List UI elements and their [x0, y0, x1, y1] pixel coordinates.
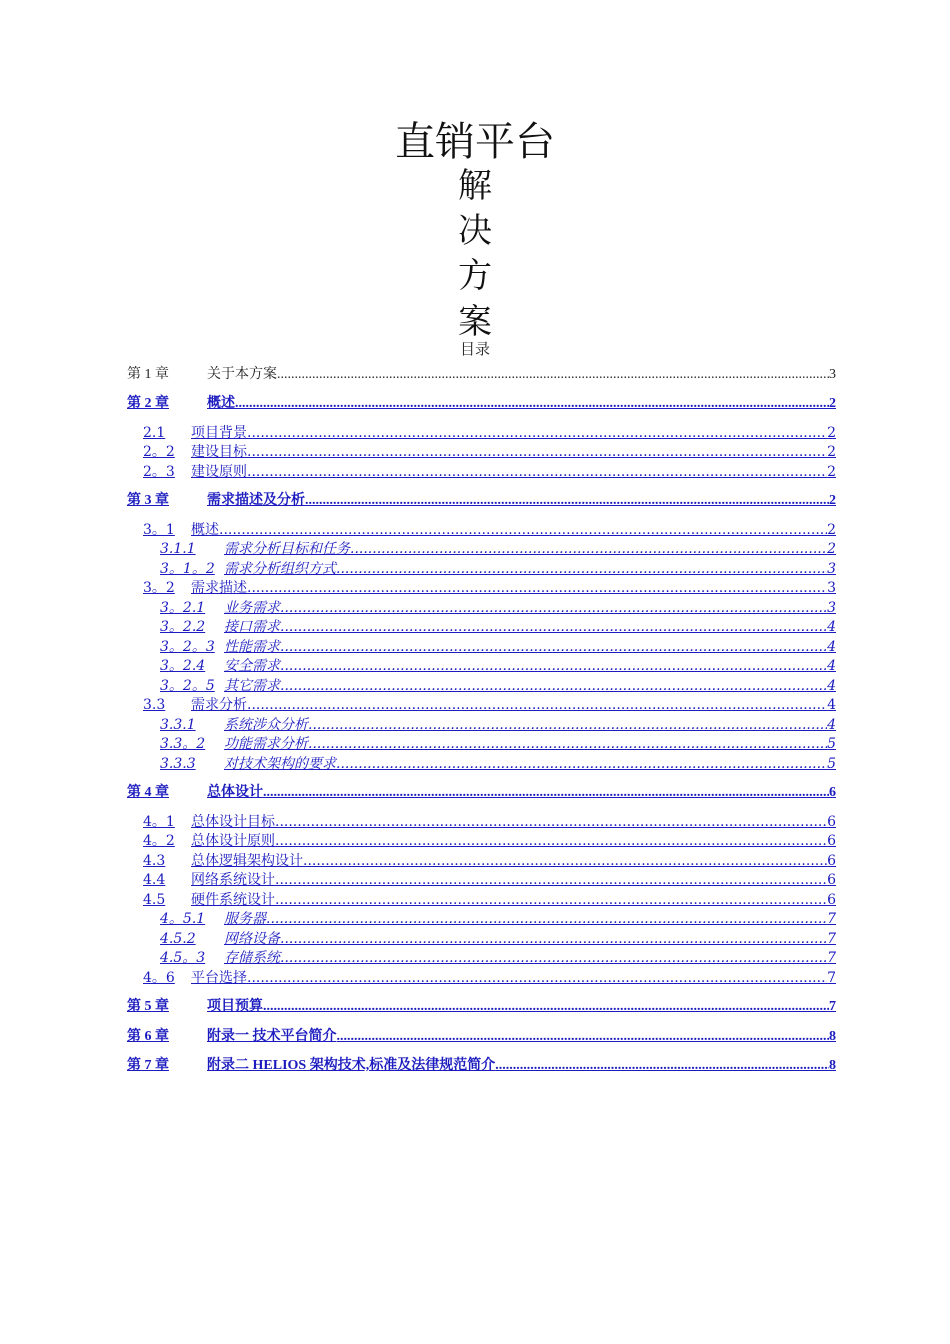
- toc-leader-dots: [308, 716, 827, 734]
- toc-leader-dots: [219, 521, 827, 539]
- toc-page-number: 7: [827, 911, 836, 927]
- toc-leader-dots: [275, 832, 827, 850]
- toc-leader-dots: [280, 618, 827, 636]
- toc-page-number: 7: [827, 930, 836, 947]
- toc-subsection-link[interactable]: [127, 617, 836, 637]
- toc-label: 对技术架构的要求: [224, 755, 336, 772]
- toc-label: 建设原则: [191, 463, 247, 480]
- toc-subsection-link[interactable]: [127, 675, 836, 695]
- toc-page-number: 4: [827, 677, 836, 694]
- toc-page-number: 7: [827, 950, 836, 966]
- title-char-4: 案: [458, 302, 492, 342]
- toc-label: 附录二 HELIOS 架构技术,标准及法律规范简介: [207, 1058, 496, 1073]
- toc-section-link[interactable]: [127, 422, 836, 442]
- toc-leader-dots: [275, 871, 827, 889]
- toc-page-number: 6: [827, 891, 836, 908]
- toc-number: 3。2.1: [160, 599, 206, 616]
- title-char-3: 方: [458, 256, 492, 296]
- toc-subsection-link[interactable]: [127, 928, 836, 948]
- toc-number: 3。2.4: [160, 658, 206, 674]
- toc-section-link[interactable]: [127, 850, 836, 870]
- toc-chapter-link[interactable]: [127, 783, 836, 803]
- toc-subsection-link[interactable]: [127, 909, 836, 929]
- toc-label: 硬件系统设计: [191, 891, 275, 908]
- toc-label: 建设目标: [191, 444, 247, 460]
- toc-label: 总体设计目标: [191, 813, 275, 830]
- toc-section-link[interactable]: [127, 461, 836, 481]
- toc-number: 3。1。2: [160, 560, 215, 577]
- toc-leader-dots: [263, 784, 829, 802]
- toc-subsection-link[interactable]: [127, 597, 836, 617]
- toc-number: 第 4 章: [127, 785, 169, 800]
- toc-page-number: 2: [827, 424, 836, 441]
- toc-number: 3。2.2: [160, 619, 206, 635]
- toc-page-number: 6: [827, 872, 836, 888]
- toc-page-number: 2: [827, 444, 836, 460]
- toc-number: 3。2: [143, 580, 175, 596]
- toc-section-link[interactable]: [127, 967, 836, 987]
- toc-leader-dots: [247, 696, 827, 714]
- toc-subsection-link[interactable]: [127, 539, 836, 559]
- toc-section-link[interactable]: [127, 811, 836, 831]
- toc-number: 4。2: [143, 833, 175, 849]
- toc-label: 服务器: [224, 911, 266, 927]
- toc-page-number: 2: [827, 541, 836, 557]
- toc-subsection-link[interactable]: [127, 714, 836, 734]
- toc-section-link[interactable]: [127, 578, 836, 598]
- toc-page-number: 8: [829, 1058, 836, 1073]
- document-title: 直销平台: [395, 119, 555, 165]
- toc-number: 3.3.1: [160, 716, 196, 733]
- toc-number: 第 5 章: [127, 999, 169, 1014]
- toc-number: 3。2。5: [160, 677, 215, 694]
- toc-chapter-link[interactable]: [127, 997, 836, 1017]
- toc-page-number: 2: [827, 463, 836, 480]
- toc-label: 网络设备: [224, 930, 280, 947]
- toc-page-number: 5: [827, 736, 836, 752]
- toc-label: 项目背景: [191, 424, 247, 441]
- toc-leader-dots: [247, 579, 827, 597]
- toc-section-link[interactable]: [127, 870, 836, 890]
- toc-section-link[interactable]: [127, 889, 836, 909]
- toc-number: 4。6: [143, 969, 175, 986]
- toc-subsection-link[interactable]: [127, 636, 836, 656]
- toc-leader-dots: [247, 463, 827, 481]
- toc-leader-dots: [280, 599, 827, 617]
- toc-page-number: 3: [827, 560, 836, 577]
- toc-number: 第 3 章: [127, 493, 169, 508]
- toc-page-number: 2: [829, 493, 836, 508]
- title-char-1: 解: [458, 166, 492, 206]
- toc-label: 网络系统设计: [191, 872, 275, 888]
- toc-leader-dots: [280, 930, 827, 948]
- toc-leader-dots: [266, 910, 827, 928]
- toc-leader-dots: [235, 395, 829, 413]
- toc-number: 4.4: [143, 872, 166, 888]
- toc-section-link[interactable]: [127, 519, 836, 539]
- toc-label: 概述: [191, 521, 219, 538]
- toc-leader-dots: [336, 560, 827, 578]
- toc-label: 平台选择: [191, 969, 247, 986]
- toc-page-number: 6: [827, 852, 836, 869]
- toc-leader-dots: [303, 852, 827, 870]
- title-char-2: 决: [458, 211, 492, 251]
- toc-leader-dots: [305, 492, 829, 510]
- toc-chapter-link[interactable]: [127, 491, 836, 511]
- toc-label: 需求分析目标和任务: [224, 541, 350, 557]
- toc-page-number: 2: [829, 396, 836, 411]
- toc-heading: 目录: [459, 340, 490, 358]
- toc-page-number: 5: [827, 755, 836, 772]
- toc-page-number: 3: [827, 580, 836, 596]
- toc-label: 安全需求: [224, 658, 280, 674]
- toc-subsection-link[interactable]: [127, 753, 836, 773]
- toc-label: 其它需求: [224, 677, 280, 694]
- toc-number: 4.5.2: [160, 930, 196, 947]
- toc-page-number: 6: [827, 833, 836, 849]
- toc-label: 接口需求: [224, 619, 280, 635]
- toc-page-number: 4: [827, 638, 836, 655]
- toc-page-number: 2: [827, 521, 836, 538]
- toc-page-number: 6: [827, 813, 836, 830]
- toc-section-link[interactable]: [127, 831, 836, 851]
- toc-page-number: 7: [827, 969, 836, 986]
- toc-section-link[interactable]: [127, 695, 836, 715]
- toc-subsection-link[interactable]: [127, 734, 836, 754]
- toc-number: 4。5.1: [160, 911, 206, 927]
- toc-leader-dots: [280, 677, 827, 695]
- toc-number: 3。2。3: [160, 638, 215, 655]
- toc-label: 性能需求: [224, 638, 280, 655]
- toc-label: 概述: [207, 396, 235, 411]
- toc-leader-dots: [275, 813, 827, 831]
- toc-leader-dots: [277, 366, 829, 384]
- toc-number: 2。3: [143, 463, 175, 480]
- toc-label: 存储系统: [224, 950, 280, 966]
- toc-number: 3.3。2: [160, 736, 206, 752]
- toc-number: 第 7 章: [127, 1058, 169, 1073]
- toc-subsection-link[interactable]: [127, 948, 836, 968]
- toc-number: 3.3: [143, 697, 166, 713]
- toc-subsection-link[interactable]: [127, 656, 836, 676]
- toc-number: 4。1: [143, 813, 175, 830]
- toc-label: 业务需求: [224, 599, 280, 616]
- toc-leader-dots: [495, 1057, 829, 1075]
- toc-label: 需求分析: [191, 697, 247, 713]
- table-of-contents: [127, 364, 836, 1075]
- toc-chapter-link[interactable]: [127, 364, 836, 384]
- toc-page-number: 4: [827, 716, 836, 733]
- toc-page-number: 3: [829, 366, 836, 382]
- toc-number: 3.3.3: [160, 755, 196, 772]
- toc-label: 总体设计原则: [191, 833, 275, 849]
- toc-number: 4.3: [143, 852, 166, 869]
- toc-leader-dots: [336, 755, 827, 773]
- toc-chapter-link[interactable]: [127, 1056, 836, 1076]
- toc-subsection-link[interactable]: [127, 558, 836, 578]
- toc-leader-dots: [350, 540, 827, 558]
- toc-leader-dots: [308, 735, 827, 753]
- toc-label: 总体逻辑架构设计: [191, 852, 303, 869]
- toc-chapter-link[interactable]: [127, 394, 836, 414]
- toc-number: 2。2: [143, 444, 175, 460]
- toc-page-number: 4: [827, 697, 836, 713]
- toc-section-link[interactable]: [127, 442, 836, 462]
- toc-leader-dots: [247, 443, 827, 461]
- toc-label: 附录一 技术平台简介: [207, 1028, 337, 1044]
- toc-leader-dots: [280, 949, 827, 967]
- toc-leader-dots: [337, 1028, 830, 1046]
- toc-number: 4.5: [143, 891, 166, 908]
- toc-number: 第 1 章: [127, 366, 169, 382]
- toc-label: 需求分析组织方式: [224, 560, 336, 577]
- toc-label: 需求描述: [191, 580, 247, 596]
- toc-label: 功能需求分析: [224, 736, 308, 752]
- toc-label: 关于本方案: [207, 366, 277, 382]
- toc-leader-dots: [280, 638, 827, 656]
- toc-page-number: 6: [829, 785, 836, 800]
- toc-leader-dots: [280, 657, 827, 675]
- toc-page-number: 8: [829, 1028, 836, 1044]
- toc-page-number: 4: [827, 619, 836, 635]
- toc-page-number: 7: [829, 999, 836, 1014]
- toc-leader-dots: [247, 424, 827, 442]
- toc-label: 总体设计: [207, 785, 263, 800]
- toc-label: 需求描述及分析: [207, 493, 305, 508]
- toc-page-number: 3: [827, 599, 836, 616]
- toc-leader-dots: [263, 998, 829, 1016]
- toc-leader-dots: [247, 969, 827, 987]
- toc-number: 3。1: [143, 521, 175, 538]
- toc-number: 第 6 章: [127, 1028, 169, 1044]
- toc-page-number: 4: [827, 658, 836, 674]
- toc-leader-dots: [275, 891, 827, 909]
- toc-number: 第 2 章: [127, 396, 169, 411]
- toc-label: 项目预算: [207, 999, 263, 1014]
- toc-label: 系统涉众分析: [224, 716, 308, 733]
- toc-number: 4.5。3: [160, 950, 206, 966]
- toc-number: 3.1.1: [160, 541, 196, 557]
- toc-number: 2.1: [143, 424, 166, 441]
- toc-chapter-link[interactable]: [127, 1026, 836, 1046]
